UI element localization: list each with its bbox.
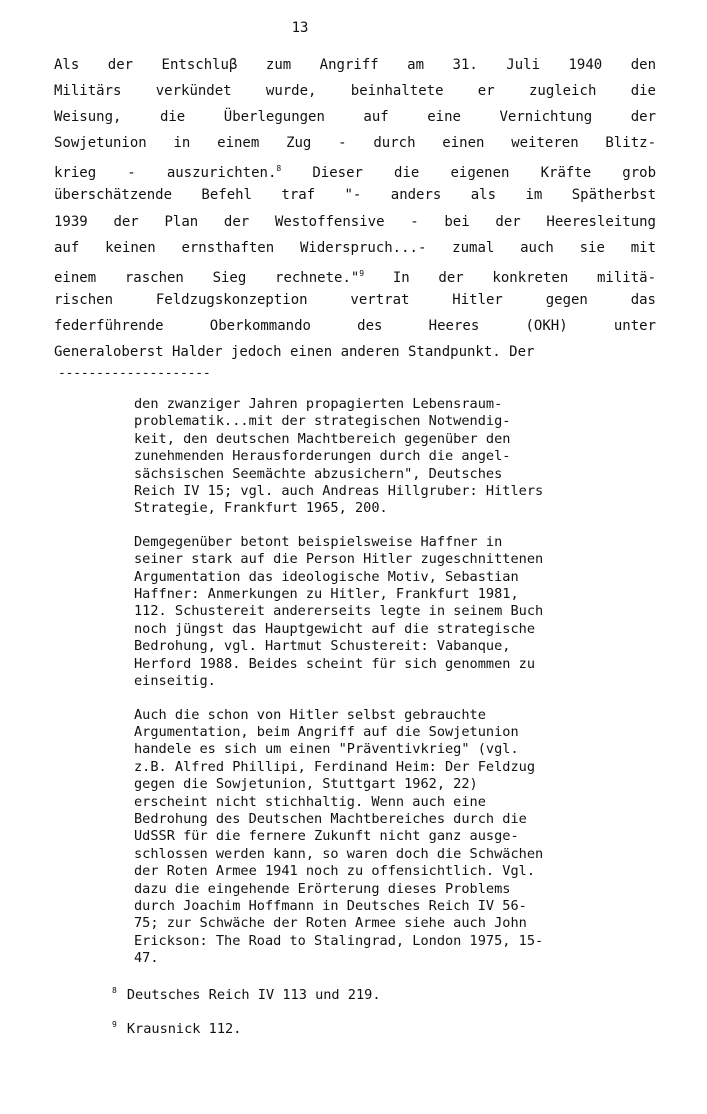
footnote-marker: 9 — [112, 1020, 117, 1029]
note-line: handele es sich um einen "Präventivkrieg" (vgl. — [134, 741, 519, 758]
note-line: Auch die schon von Hitler selbst gebrauchte — [134, 706, 486, 723]
note-line: Demgegenüber betont beispielsweise Haffner in — [134, 533, 503, 550]
text-line: rischen Feldzugskonzeption vertrat Hitler gegen das — [54, 291, 656, 308]
note-line: erscheint nicht stichhaltig. Wenn auch eine — [134, 793, 486, 810]
text-line: Weisung, die Überlegungen auf eine Vernichtung der — [54, 109, 656, 126]
continued-notes — [134, 396, 662, 984]
note-line: Bedrohung des Deutschen Machtbereiches durch die — [134, 810, 527, 827]
text-segment: krieg - auszurichten. — [54, 165, 277, 182]
text-line: Militärs verkündet wurde, beinhaltete er zugleich die — [54, 83, 656, 100]
note-line: Strategie, Frankfurt 1965, 200. — [134, 500, 388, 517]
note-line: 47. — [134, 950, 159, 967]
note-line: UdSSR für die fernere Zukunft nicht ganz ausge- — [134, 828, 519, 845]
text-line: Generaloberst Halder jedoch einen anderen Standpunkt. Der — [54, 344, 535, 361]
text-line — [54, 261, 656, 287]
note-line: Bedrohung, vgl. Hartmut Schustereit: Vabanque, — [134, 638, 511, 655]
main-text — [54, 52, 656, 365]
text-line — [54, 156, 656, 182]
text-line: 1939 der Plan der Westoffensive - bei der Heeresleitung — [54, 213, 656, 230]
note-line: keit, den deutschen Machtbereich gegenüber den — [134, 430, 511, 447]
footnote-text: Krausnick 112. — [126, 1021, 242, 1037]
footnote-text: Deutsches Reich IV 113 und 219. — [126, 987, 381, 1003]
text-segment: In der konkreten militä- — [364, 269, 656, 286]
note-line: Erickson: The Road to Stalingrad, London 1975, 15- — [134, 932, 544, 949]
note-line: gegen die Sowjetunion, Stuttgart 1962, 22) — [134, 776, 478, 793]
note-line: seiner stark auf die Person Hitler zugeschnittenen — [134, 551, 544, 568]
note-line: schlossen werden kann, so waren doch die Schwächen — [134, 845, 544, 862]
note-block — [134, 534, 662, 691]
note-line: Reich IV 15; vgl. auch Andreas Hillgruber: Hitlers — [134, 483, 544, 500]
text-line: Sowjetunion in einem Zug - durch einen weiteren Blitz- — [54, 135, 656, 152]
note-line: problematik...mit der strategischen Notwendig- — [134, 413, 511, 430]
text-segment: einem raschen Sieg rechnete." — [54, 269, 360, 286]
page-number: 13 — [291, 20, 309, 36]
note-line: Haffner: Anmerkungen zu Hitler, Frankfurt 1981, — [134, 586, 519, 603]
note-block — [134, 707, 662, 968]
footnote-separator: -------------------- — [58, 366, 211, 381]
text-line: federführende Oberkommando des Heeres (OKH) unter — [54, 317, 656, 334]
note-line: Argumentation das ideologische Motiv, Sebastian — [134, 568, 519, 585]
note-line: noch jüngst das Hauptgewicht auf die strategische — [134, 620, 536, 637]
note-line: der Roten Armee 1941 noch zu offensichtlich. Vgl. — [134, 863, 536, 880]
footnote-8 — [112, 986, 381, 1003]
note-block — [134, 396, 662, 518]
text-line: Als der Entschluβ zum Angriff am 31. Juli 1940 den — [54, 57, 656, 73]
footnote-marker: 8 — [112, 986, 117, 995]
note-line: 75; zur Schwäche der Roten Armee siehe auch John — [134, 915, 527, 932]
note-line: dazu die eingehende Erörterung dieses Problems — [134, 880, 511, 897]
text-line: auf keinen ernsthaften Widerspruch...- zumal auch sie mit — [54, 239, 656, 256]
footnote-ref-9: 9 — [359, 268, 365, 278]
note-line: Argumentation, beim Angriff auf die Sowjetunion — [134, 723, 519, 740]
note-line: den zwanziger Jahren propagierten Lebensraum- — [134, 396, 503, 412]
note-line: z.B. Alfred Phillipi, Ferdinand Heim: Der Feldzug — [134, 758, 536, 775]
note-line: durch Joachim Hoffmann in Deutsches Reich IV 56- — [134, 897, 527, 914]
note-line: zunehmenden Herausforderungen durch die angel- — [134, 448, 511, 465]
footnote-ref-8: 8 — [276, 164, 282, 174]
text-line: überschätzende Befehl traf "- anders als im Spätherbst — [54, 187, 656, 204]
note-line: einseitig. — [134, 673, 216, 690]
note-line: 112. Schustereit andererseits legte in seinem Buch — [134, 603, 544, 620]
note-line: Herford 1988. Beides scheint für sich genommen zu — [134, 655, 536, 672]
text-segment: Dieser die eigenen Kräfte grob — [281, 165, 656, 182]
note-line: sächsischen Seemächte abzusichern", Deutsches — [134, 465, 503, 482]
footnote-9 — [112, 1020, 241, 1037]
